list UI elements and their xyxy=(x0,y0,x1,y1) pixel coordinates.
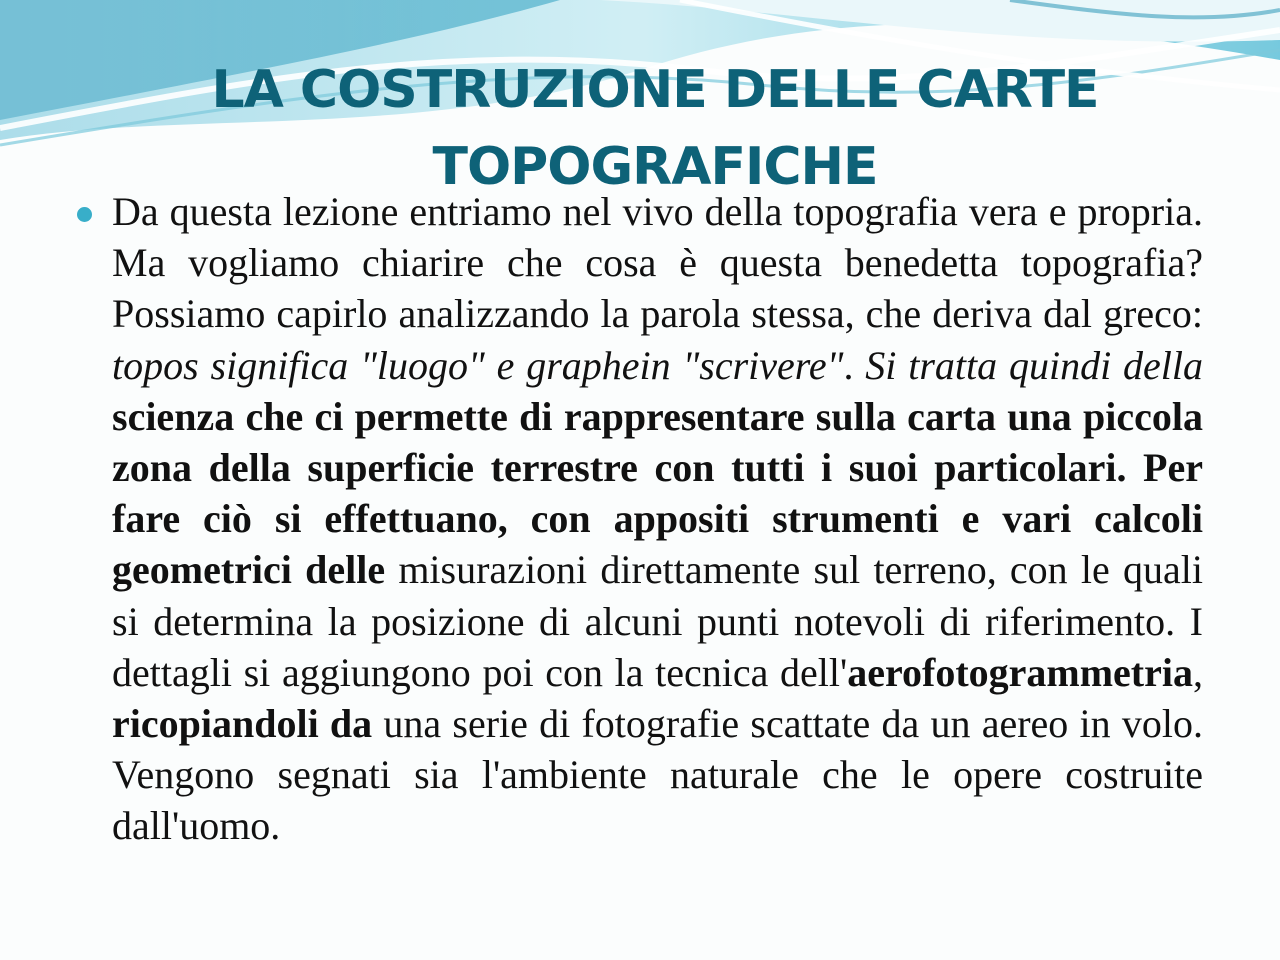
paragraph-bold-run: aerofotogrammetria xyxy=(847,649,1193,695)
bullet-icon xyxy=(77,207,92,222)
paragraph-text-run: . xyxy=(843,342,866,388)
paragraph-text-run: una serie di fotografie scattate da un aereo in volo. Vengono segnati sia l'ambiente naturale che le opere costruite dall'uomo. xyxy=(112,701,1203,849)
paragraph-text-run: misurazioni direttamente sul terreno, con le quali si determina la posizione di alcuni punti notevoli di riferimento. I dettagli si aggiungono poi con la tecnica dell' xyxy=(112,547,1203,695)
paragraph-bold-run: scienza che ci permette di rappresentare sulla carta una piccola zona della superficie terrestre con tutti i suoi particolari. Per fare ciò si effettuano, con appositi strumenti e vari calcoli geometrici delle xyxy=(112,393,1203,593)
paragraph-italic-run: topos significa "luogo" e graphein "scrivere" xyxy=(112,342,844,388)
paragraph-bold-run: ricopiandoli da xyxy=(112,701,373,747)
paragraph-text-run: , xyxy=(1193,649,1203,695)
paragraph-text-run: Da questa lezione entriamo nel vivo della topografia vera e propria. Ma vogliamo chiarire che cosa è questa benedetta topografia? Possiamo capirlo analizzando la parola stessa, che deriva dal greco: xyxy=(112,189,1203,337)
paragraph-italic-run: Si tratta quindi della xyxy=(865,342,1203,388)
slide-title: LA COSTRUZIONE DELLE CARTE TOPOGRAFICHE xyxy=(211,60,1099,197)
slide-body-paragraph xyxy=(112,186,1203,852)
